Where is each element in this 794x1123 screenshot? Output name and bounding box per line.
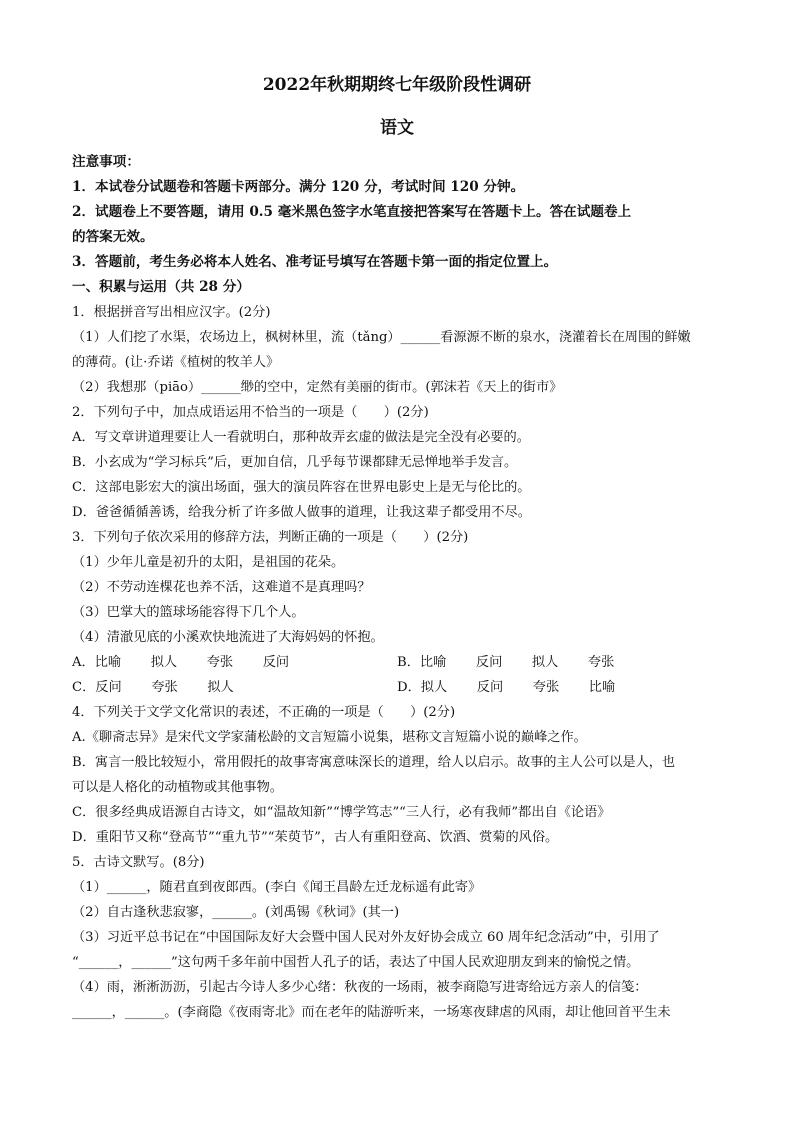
option-b: B．小玄成为“学习标兵”后，更加自信，几乎每节课都肆无忌惮地举手发言。 — [72, 455, 518, 470]
question-stem: 3．下列句子依次采用的修辞方法，判断正确的一项是（ ）(2分) — [72, 530, 469, 545]
question-line: （1）______，随君直到夜郎西。(李白《闻王昌龄左迁龙标遥有此寄》 — [72, 880, 482, 895]
page-title: 2022年秋期期终七年级阶段性调研 — [262, 75, 532, 95]
sentence: （1）少年儿童是初升的太阳，是祖国的花朵。 — [72, 555, 345, 570]
option-a: A．写文章讲道理要让人一看就明白，那种故弄玄虚的做法是完全没有必要的。 — [72, 430, 530, 445]
option-d: D．拟人 反问 夸张 比喻 — [397, 680, 616, 695]
notice-item: 1．本试卷分试题卷和答题卡两部分。满分 120 分，考试时间 120 分钟。 — [72, 179, 525, 195]
notice-item: 3．答题前，考生务必将本人姓名、准考证号填写在答题卡第一面的指定位置上。 — [72, 254, 558, 270]
notice-heading: 注意事项： — [72, 154, 140, 170]
option-a: A．比喻 拟人 夸张 反问 — [72, 655, 290, 670]
options-row — [72, 650, 722, 675]
question-stem: 5．古诗文默写。(8分) — [72, 855, 205, 870]
option-b: B．比喻 反问 拟人 夸张 — [397, 655, 615, 670]
question-line: （4）雨，淅淅沥沥，引起古今诗人多少心绪：秋夜的一场雨，被李商隐写进寄给远方亲人的信笺： — [72, 980, 648, 995]
option-c: C．反问 夸张 拟人 — [72, 680, 234, 695]
question-stem: 4．下列关于文学文化常识的表述，不正确的一项是（ ）(2分) — [72, 705, 456, 720]
option-d: D．重阳节又称“登高节”“重九节”“茱萸节”，古人有重阳登高、饮酒、赏菊的风俗。 — [72, 830, 559, 845]
option-b: B．寓言一般比较短小，常用假托的故事寄寓意味深长的道理，给人以启示。故事的主人公可以是人，也 — [72, 755, 676, 770]
option-c: C．这部电影宏大的演出场面，强大的演员阵容在世界电影史上是无与伦比的。 — [72, 480, 531, 495]
sentence: （3）巴掌大的篮球场能容得下几个人。 — [72, 605, 305, 620]
page-subtitle: 语文 — [380, 118, 414, 138]
question-stem: 1．根据拼音写出相应汉字。(2分) — [72, 305, 271, 320]
question-line: 的薄荷。(让·乔诺《植树的牧羊人》 — [72, 355, 280, 370]
option-b-continued: 可以是人格化的动植物或其他事物。 — [72, 780, 283, 795]
notice-item: 的答案无效。 — [72, 229, 154, 245]
exam-page — [72, 70, 722, 1025]
option-a: A.《聊斋志异》是宋代文学家蒲松龄的文言短篇小说集，堪称文言短篇小说的巅峰之作。 — [72, 730, 587, 745]
sentence: （2）不劳动连棵花也养不活，这难道不是真理吗？ — [72, 580, 371, 595]
question-line: （1）人们挖了水渠，农场边上，枫树林里，流（tǎng）______看源源不断的泉水，浇灌着长在周围的鲜嫩 — [72, 330, 691, 345]
question-line: ______，______。(李商隐《夜雨寄北》而在老年的陆游听来，一场寒夜肆虐的风雨，却让他回首平生未 — [72, 1005, 671, 1020]
option-d: D．爸爸循循善诱，给我分析了许多做人做事的道理，让我这辈子都受用不尽。 — [72, 505, 531, 520]
options-row — [72, 675, 722, 700]
sentence: （4）清澈见底的小溪欢快地流进了大海妈妈的怀抱。 — [72, 630, 384, 645]
question-stem: 2．下列句子中，加点成语运用不恰当的一项是（ ）(2分) — [72, 405, 429, 420]
question-line: （3）习近平总书记在“中国国际友好大会暨中国人民对外友好协会成立 60 周年纪念活动”中，引用了 — [72, 930, 660, 945]
notice-item: 2．试题卷上不要答题，请用 0.5 毫米黑色签字水笔直接把答案写在答题卡上。答在试题卷上 — [72, 204, 632, 220]
question-line: “______，______”这句两千多年前中国哲人孔子的话，表达了中国人民欢迎朋友到来的愉悦之情。 — [72, 955, 640, 970]
question-line: （2）我想那（piāo）______缈的空中，定然有美丽的街市。(郭沫若《天上的街市》 — [72, 380, 563, 395]
option-c: C．很多经典成语源自古诗文，如“温故知新”“博学笃志”“三人行，必有我师”都出自《论语》 — [72, 805, 611, 820]
section-heading: 一、积累与运用（共 28 分） — [72, 279, 250, 295]
question-line: （2）自古逢秋悲寂寥，______。(刘禹锡《秋词》(其一) — [72, 905, 400, 920]
